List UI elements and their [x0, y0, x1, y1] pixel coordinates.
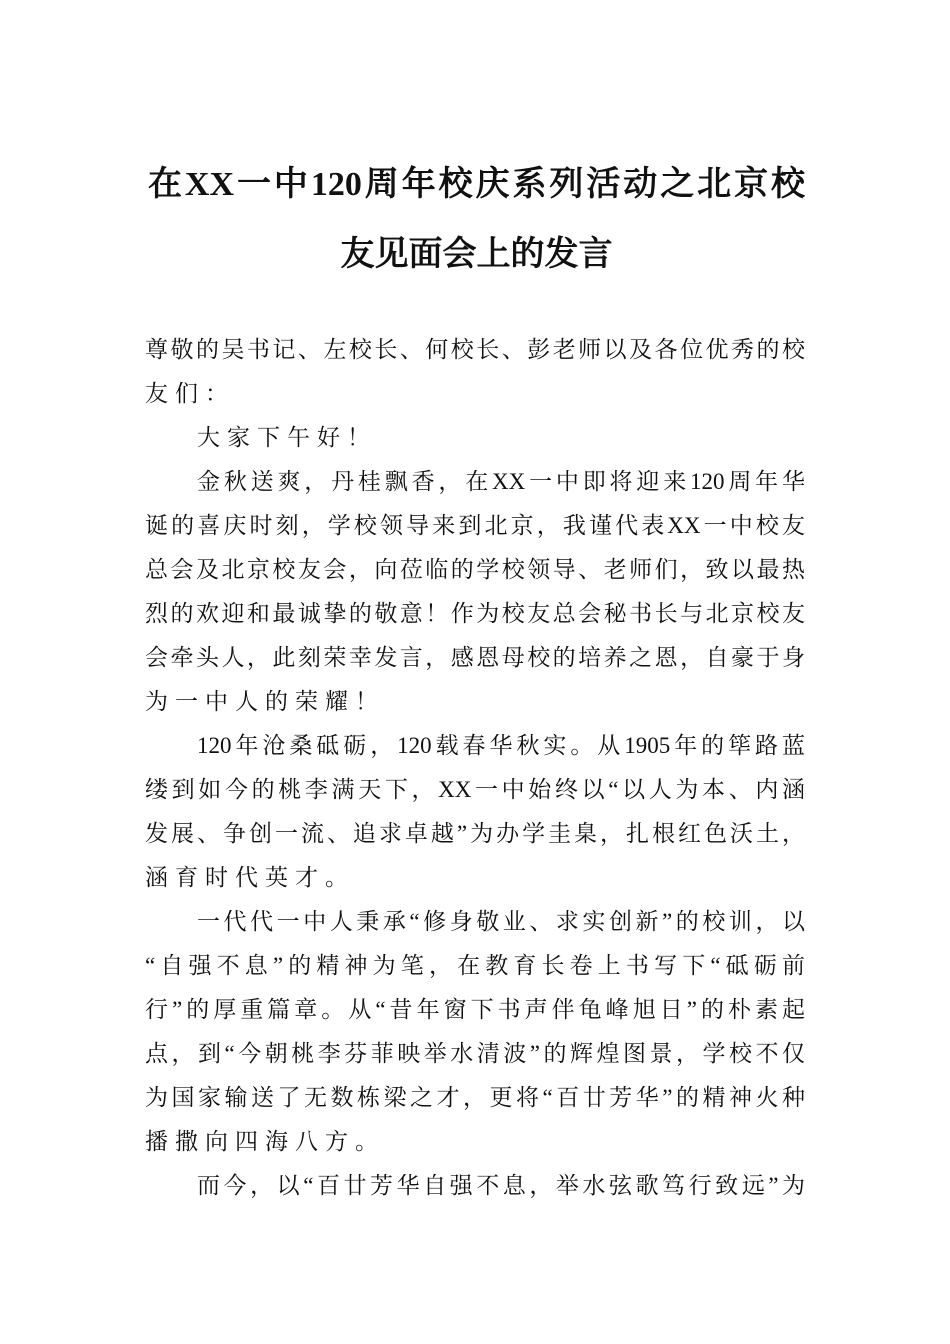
document-title-line-1: 在XX一中120周年校庆系列活动之北京校 — [148, 166, 805, 203]
paragraph-line: 烈的欢迎和最诚挚的敬意！作为校友总会秘书长与北京校友 — [145, 601, 805, 626]
paragraph-line: 大家下午好！ — [197, 425, 377, 450]
paragraph-line: 行”的厚重篇章。从“昔年窗下书声伴龟峰旭日”的朴素起 — [145, 997, 805, 1022]
document-body — [145, 328, 805, 1208]
document-title-line-2: 友见面会上的发言 — [340, 236, 613, 273]
paragraph-line: 发展、争创一流、追求卓越”为办学圭臬，扎根红色沃土， — [145, 821, 805, 846]
paragraph — [145, 1164, 805, 1208]
paragraph-line: 诞的喜庆时刻，学校领导来到北京，我谨代表XX一中校友 — [145, 513, 805, 538]
paragraph — [145, 460, 805, 724]
paragraph-line: 为一中人的荣耀！ — [145, 689, 385, 714]
paragraph-line: 点，到“今朝桃李芬菲映举水清波”的辉煌图景，学校不仅 — [145, 1041, 805, 1066]
paragraph — [145, 328, 805, 416]
paragraph-line: 缕到如今的桃李满天下，XX一中始终以“以人为本、内涵 — [145, 777, 805, 802]
paragraph-line: 为国家输送了无数栋梁之才，更将“百廿芳华”的精神火种 — [145, 1085, 805, 1110]
paragraph — [145, 900, 805, 1164]
paragraph — [145, 416, 805, 460]
paragraph-line: 120年沧桑砥砺，120载春华秋实。从1905年的筚路蓝 — [197, 733, 805, 758]
paragraph-line: 一代代一中人秉承“修身敬业、求实创新”的校训，以 — [197, 909, 805, 934]
paragraph-line: 涵育时代英才。 — [145, 865, 355, 890]
paragraph-line: 播撒向四海八方。 — [145, 1129, 385, 1154]
paragraph-line: “自强不息”的精神为笔，在教育长卷上书写下“砥砺前 — [145, 953, 805, 978]
paragraph-line: 总会及北京校友会，向莅临的学校领导、老师们，致以最热 — [145, 557, 805, 582]
paragraph-line: 而今，以“百廿芳华自强不息，举水弦歌笃行致远”为 — [197, 1173, 805, 1198]
paragraph-line: 会牵头人，此刻荣幸发言，感恩母校的培养之恩，自豪于身 — [145, 645, 805, 670]
paragraph-line: 尊敬的吴书记、左校长、何校长、彭老师以及各位优秀的校 — [145, 337, 805, 362]
paragraph-line: 友们： — [145, 381, 235, 406]
paragraph-line: 金秋送爽，丹桂飘香，在XX一中即将迎来120周年华 — [197, 469, 805, 494]
paragraph — [145, 724, 805, 900]
